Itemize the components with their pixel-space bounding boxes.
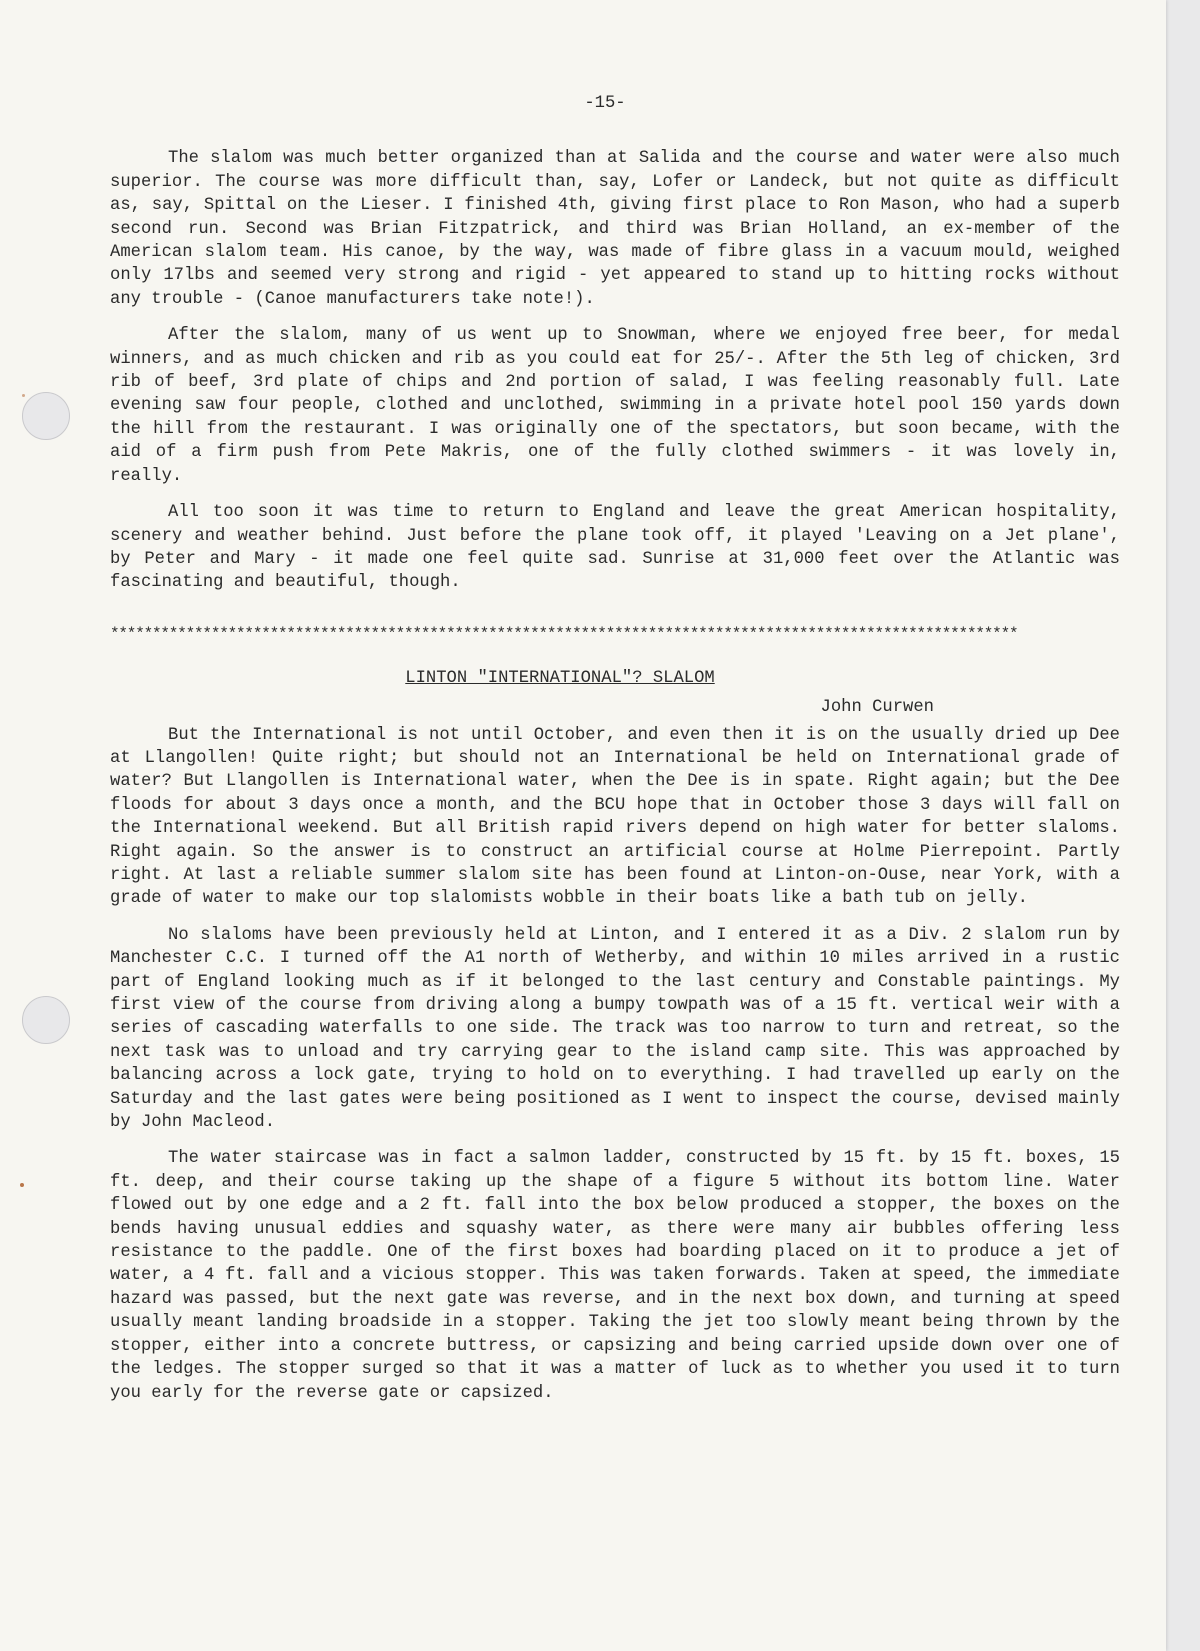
punch-hole <box>22 392 70 440</box>
paragraph: No slaloms have been previously held at Linton, and I entered it as a Div. 2 slalom run by Manchester C.C. I turned off the A1 north of Wetherby, and within 10 miles arrived in a rustic part of England looking much as if it belonged to the last century and Constable paintings. My first view of the course from driving along a bumpy towpath was of a 15 ft. vertical weir with a series of cascading waterfalls to one side. The track was too narrow to turn and retreat, so the next task was to unload and try carrying gear to the island camp site. This was approached by balancing across a lock gate, trying to hold on to everything. I had travelled up early on the Saturday and the last gates were being positioned as I went to inspect the course, devised mainly by John Macleod. <box>110 925 1120 1133</box>
article-author: John Curwen <box>820 698 934 718</box>
article-linton-slalom <box>110 667 1120 1405</box>
paragraph: After the slalom, many of us went up to Snowman, where we enjoyed free beer, for medal winners, and as much chicken and rib as you could eat for 25/-. After the 5th leg of chicken, 3rd rib of beef, 3rd plate of chips and 2nd portion of salad, I was feeling reasonably full. Late evening saw four people, clothed and unclothed, swimming in a private hotel pool 150 yards down the hill from the restaurant. I was originally one of the spectators, but soon became, with the aid of a firm push from Pete Makris, one of the fully clothed swimmers - it was lovely in, really. <box>110 326 1120 486</box>
punch-hole <box>22 996 70 1044</box>
paragraph: But the International is not until October, and even then it is on the usually dried up Dee at Llangollen! Quite right; but should not an International be held on International grade of water? But Llangollen is International water, when the Dee is in spate. Right again; but the Dee floods for about 3 days once a month, and the BCU hope that in October those 3 days will fall on the International weekend. But all British rapid rivers depend on high water for better slaloms. Right again. So the answer is to construct an artificial course at Holme Pierrepoint. Partly right. At last a reliable summer slalom site has been found at Linton-on-Ouse, near York, with a grade of water to make our top slalomists wobble in their boats like a bath tub on jelly. <box>110 725 1120 909</box>
paragraph: The slalom was much better organized than at Salida and the course and water were also much superior. The course was more difficult than, say, Lofer or Landeck, but not quite as difficult as, say, Spittal on the Lieser. I finished 4th, giving first place to Ron Mason, who had a superb second run. Second was Brian Fitzpatrick, and third was Brian Holland, an ex-member of the American slalom team. His canoe, by the way, was made of fibre glass in a vacuum mould, weighed only 17lbs and seemed very strong and rigid - yet appeared to stand up to hitting rocks without any trouble - (Canoe manufacturers take note!). <box>110 149 1120 309</box>
article-title: LINTON "INTERNATIONAL"? SLALOM <box>405 668 715 688</box>
paragraph: The water staircase was in fact a salmon ladder, constructed by 15 ft. by 15 ft. boxes, 15 ft. deep, and their course taking up the shape of a figure 5 without its bottom line. Water flowed out by one edge and a 2 ft. fall into the box below produced a stopper, the boxes on the bends having unusual eddies and squashy water, as there were many air bubbles offering less resistance to the paddle. One of the first boxes had boarding placed on it to produce a jet of water, a 4 ft. fall and a vicious stopper. This was taken forwards. Taken at speed, the immediate hazard was passed, but the next gate was reverse, and in the next box down, and turning at speed usually meant landing broadside in a stopper. Taking the jet too slowly meant being thrown by the stopper, either into a concrete buttress, or capsizing and being carried upside down over one of the ledges. The stopper surged so that it was a matter of luck as to whether you used it to turn you early for the reverse gate or capsized. <box>110 1149 1120 1403</box>
article-continuation <box>110 147 1120 594</box>
paper-mark <box>22 394 25 397</box>
paragraph: All too soon it was time to return to England and leave the great American hospitality, scenery and weather behind. Just before the plane took off, it played 'Leaving on a Jet plane', by Peter and Mary - it made one feel quite sad. Sunrise at 31,000 feet over the Atlantic was fascinating and beautiful, though. <box>110 503 1120 593</box>
paper-mark <box>20 1183 24 1187</box>
page-number: -15- <box>584 94 626 113</box>
page-content <box>110 92 1120 1418</box>
asterisk-separator: ************************************************************************************************************ <box>110 624 1018 643</box>
